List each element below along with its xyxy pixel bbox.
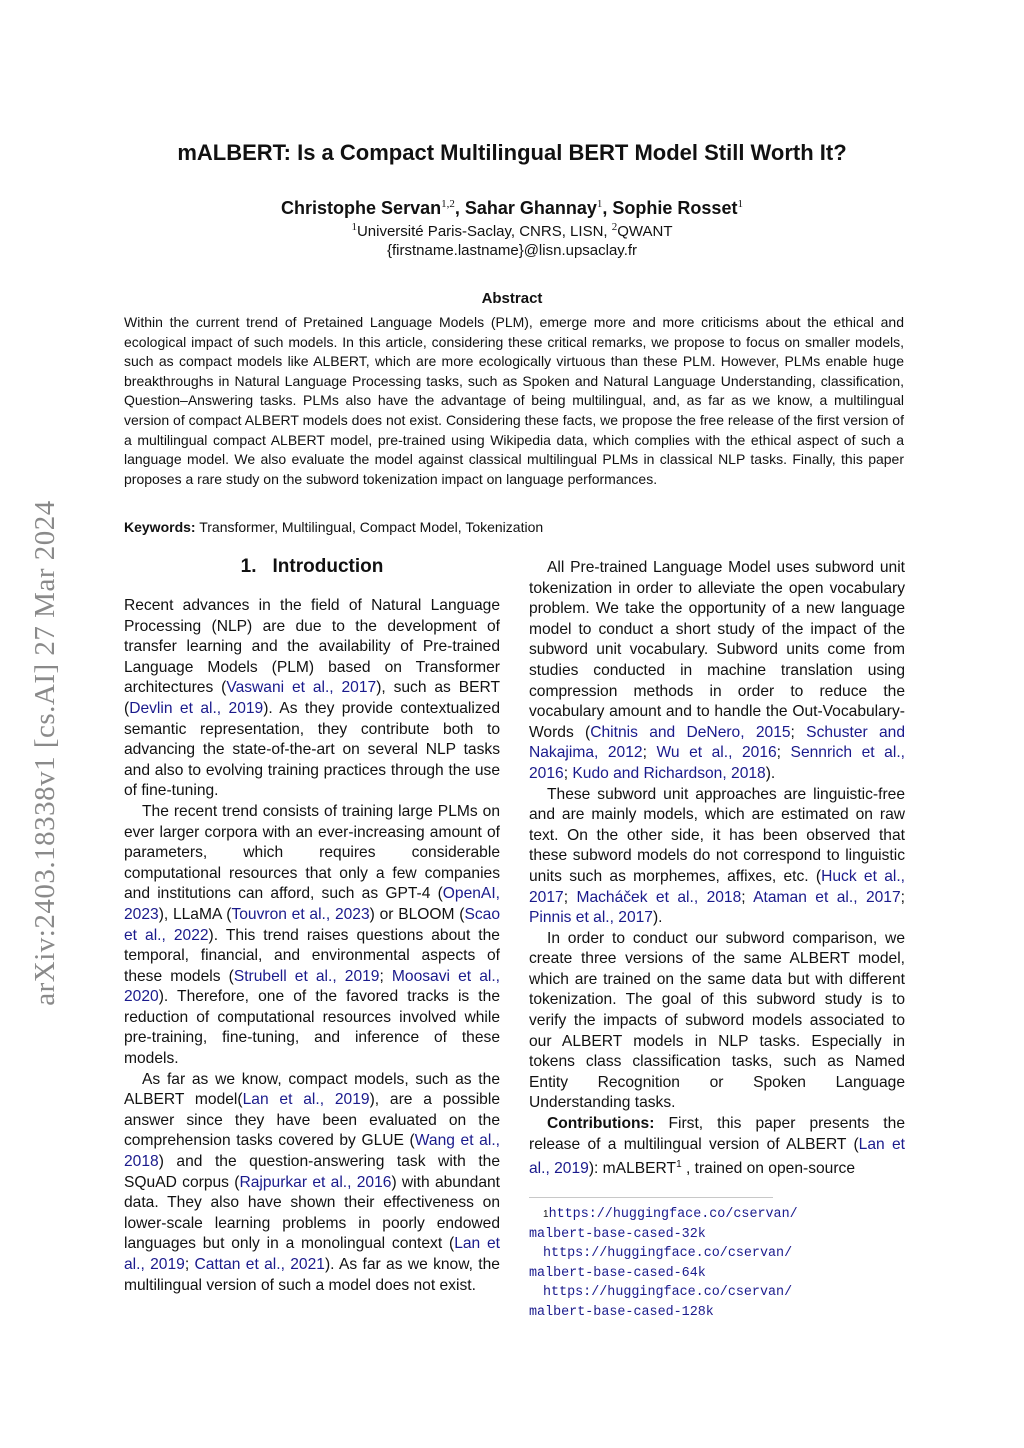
paragraph: Recent advances in the field of Natural Language Processing (NLP) are due to the development of transfer learning and the availability of Pre-trained Language Models (PLM) based on Transformer architectures (Vaswani et al., 2017), such as BERT (Devlin et al., 2019). As they provide contextualized semantic representation, they contribute both to advancing the state-of-the-art on several NLP tasks and also to evolving training practices through the use of fine-tuning.: [124, 597, 500, 800]
citation-link[interactable]: Moosavi et al., 2020: [124, 967, 500, 1006]
abstract-heading: Abstract: [481, 290, 543, 307]
citation-link[interactable]: Devlin et al., 2019: [129, 699, 264, 717]
citation-link[interactable]: Rajpurkar et al., 2016: [239, 1173, 392, 1191]
author-affil-mark: 1: [737, 198, 743, 210]
paragraph: These subword unit approaches are linguistic-free and are mainly models, which are estimated on raw text. On the other side, it has been observed that these subword models do not correspond to linguistic units such as morphemes, affixes, etc. (Huck et al., 2017; Macháček et al., 2018; Ataman et al., 2017; Pinnis et al., 2017).: [529, 785, 906, 927]
citation-link[interactable]: Strubell et al., 2019: [233, 967, 380, 985]
footnote-divider: [529, 1197, 773, 1198]
citation-link[interactable]: Macháček et al., 2018: [576, 888, 742, 906]
citation-link[interactable]: Ataman et al., 2017: [753, 888, 901, 906]
author-name: Sophie Rosset: [612, 198, 738, 218]
citation-link[interactable]: Scao et al., 2022: [124, 905, 500, 944]
author-affil-mark: 1,2: [441, 198, 455, 210]
keywords: Keywords: Transformer, Multilingual, Compact Model, Tokenization: [124, 519, 544, 535]
citation-link[interactable]: Wang et al., 2018: [124, 1132, 500, 1171]
citation-link[interactable]: Chitnis and DeNero, 2015: [590, 723, 791, 741]
footnote-url[interactable]: https://huggingface.co/cservan/: [548, 1207, 798, 1222]
left-column: [124, 555, 500, 1296]
citation-link[interactable]: Touvron et al., 2023: [231, 905, 370, 923]
footnote-url[interactable]: malbert-base-cased-32k: [529, 1226, 706, 1242]
paragraph: The recent trend consists of training large PLMs on ever larger corpora with an ever-increasing amount of parameters, which requires considerable computational resources that only a few companies and institutions can afford, such as GPT-4 (OpenAI, 2023), LLaMA (Touvron et al., 2023) or BLOOM (Scao et al., 2022). This trend raises questions about the temporal, financial, and environmental aspects of these models (Strubell et al., 2019; Moosavi et al., 2020). Therefore, one of the favored tracks is the reduction of computational resources involved while pre-training, fine-tuning, and inference of these models.: [124, 802, 500, 1068]
citation-link[interactable]: Wu et al., 2016: [656, 744, 777, 762]
arxiv-stamp: arXiv:2403.18338v1 [cs.AI] 27 Mar 2024: [29, 500, 61, 1006]
right-column: [529, 558, 905, 1180]
citation-link[interactable]: OpenAI, 2023: [124, 885, 500, 923]
paragraph: In order to conduct our subword comparison, we create three versions of the same ALBERT model, which are trained on the same data but with different tokenization. The goal of this subword study is to verify the impacts of subword models associated to our ALBERT models in NLP tasks. Especially in tokens class classification tasks, such as Named Entity Recognition or Spoken Language Understanding tasks.: [529, 929, 905, 1112]
section-heading: 1. Introduction: [240, 556, 384, 577]
citation-link[interactable]: Cattan et al., 2021: [194, 1256, 325, 1273]
citation-link[interactable]: Kudo and Richardson, 2018: [572, 764, 766, 782]
footnote-marker[interactable]: 1: [676, 1159, 682, 1171]
footnote-url[interactable]: malbert-base-cased-64k: [529, 1265, 706, 1281]
citation-link[interactable]: Vaswani et al., 2017: [226, 679, 377, 697]
footnote: [529, 1205, 909, 1323]
author-name: Christophe Servan: [281, 198, 442, 218]
author-affil-mark: 1: [596, 198, 603, 210]
paragraph-heading: Contributions:: [547, 1115, 655, 1133]
citation-link[interactable]: Lan et al., 2019: [529, 1135, 905, 1178]
footnote-url[interactable]: malbert-base-cased-128k: [529, 1304, 714, 1320]
citation-link[interactable]: Schuster and Nakajima, 2012: [529, 723, 906, 762]
footnote-url[interactable]: https://huggingface.co/cservan/: [543, 1246, 793, 1262]
footnote-url[interactable]: https://huggingface.co/cservan/: [543, 1285, 793, 1301]
affiliations: $^1$Université Paris-Saclay, CNRS, LISN, $^2$QWANT: [351, 221, 673, 240]
citation-link[interactable]: Huck et al., 2017: [529, 867, 906, 906]
citation-link[interactable]: Pinnis et al., 2017: [529, 909, 653, 927]
citation-link[interactable]: Lan et al., 2019: [242, 1091, 370, 1109]
author-name: Sahar Ghannay: [464, 198, 597, 218]
paragraph: As far as we know, compact models, such as the ALBERT model(Lan et al., 2019), are a possible answer since they have been evaluated on the comprehension tasks covered by GLUE (Wang et al., 2018) and the question-answering task with the SQuAD corpus (Rajpurkar et al., 2016) with abundant data. They also have shown their effectiveness on lower-scale learning problems in poorly endowed languages but only in a monolingual context (Lan et al., 2019; Cattan et al., 2021). As far as we know, the multilingual version of such a model does not exist.: [124, 1070, 501, 1294]
paragraph: Contributions: First, this paper presents the release of a multilingual version of ALBERT (Lan et al., 2019): mALBERT$^1$ , trained on open-source: [529, 1115, 905, 1178]
paragraph: All Pre-trained Language Model uses subword unit tokenization in order to alleviate the open vocabulary problem. We take the opportunity of a new language model to conduct a short study of the impact of the subword unit vocabulary. Subword units come from studies conducted in machine translation using compression methods in order to reduce the vocabulary amount and to handle the Out-Vocabulary-Words (Chitnis and DeNero, 2015; Schuster and Nakajima, 2012; Wu et al., 2016; Sennrich et al., 2016; Kudo and Richardson, 2018).: [529, 559, 906, 782]
footnote-number: 1: [543, 1209, 549, 1220]
abstract-text: Within the current trend of Pretained Language Models (PLM), emerge more and more criticisms about the ethical and ecological impact of such models. In this article, considering these critical remarks, we propose to focus on smaller models, such as compact models like ALBERT, which are more ecologically virtuous than these PLM. However, PLMs enable huge breakthroughs in Natural Language Processing tasks, such as Spoken and Natural Language Understanding, classification, Question–Answering tasks. PLMs also have the advantage of being multilingual, and, as far as we know, a multilingual version of compact ALBERT models does not exist. Considering these facts, we propose the free release of the first version of a multilingual compact ALBERT model, pre-trained using Wikipedia data, which complies with the ethical aspect of such a language model. We also evaluate the model against classical multilingual PLMs in classical NLP tasks. Finally, this paper proposes a rare study on the subword tokenization impact on language performances.: [124, 314, 904, 487]
citation-link[interactable]: Sennrich et al., 2016: [529, 744, 905, 782]
author-list: Christophe Servan$^{1,2}$, Sahar Ghannay$^1$, Sophie Rosset$^1$: [281, 198, 743, 218]
author-email: {firstname.lastname}@lisn.upsaclay.fr: [386, 242, 638, 259]
paper-title: mALBERT: Is a Compact Multilingual BERT Model Still Worth It?: [177, 140, 847, 165]
citation-link[interactable]: Lan et al., 2019: [124, 1235, 501, 1273]
